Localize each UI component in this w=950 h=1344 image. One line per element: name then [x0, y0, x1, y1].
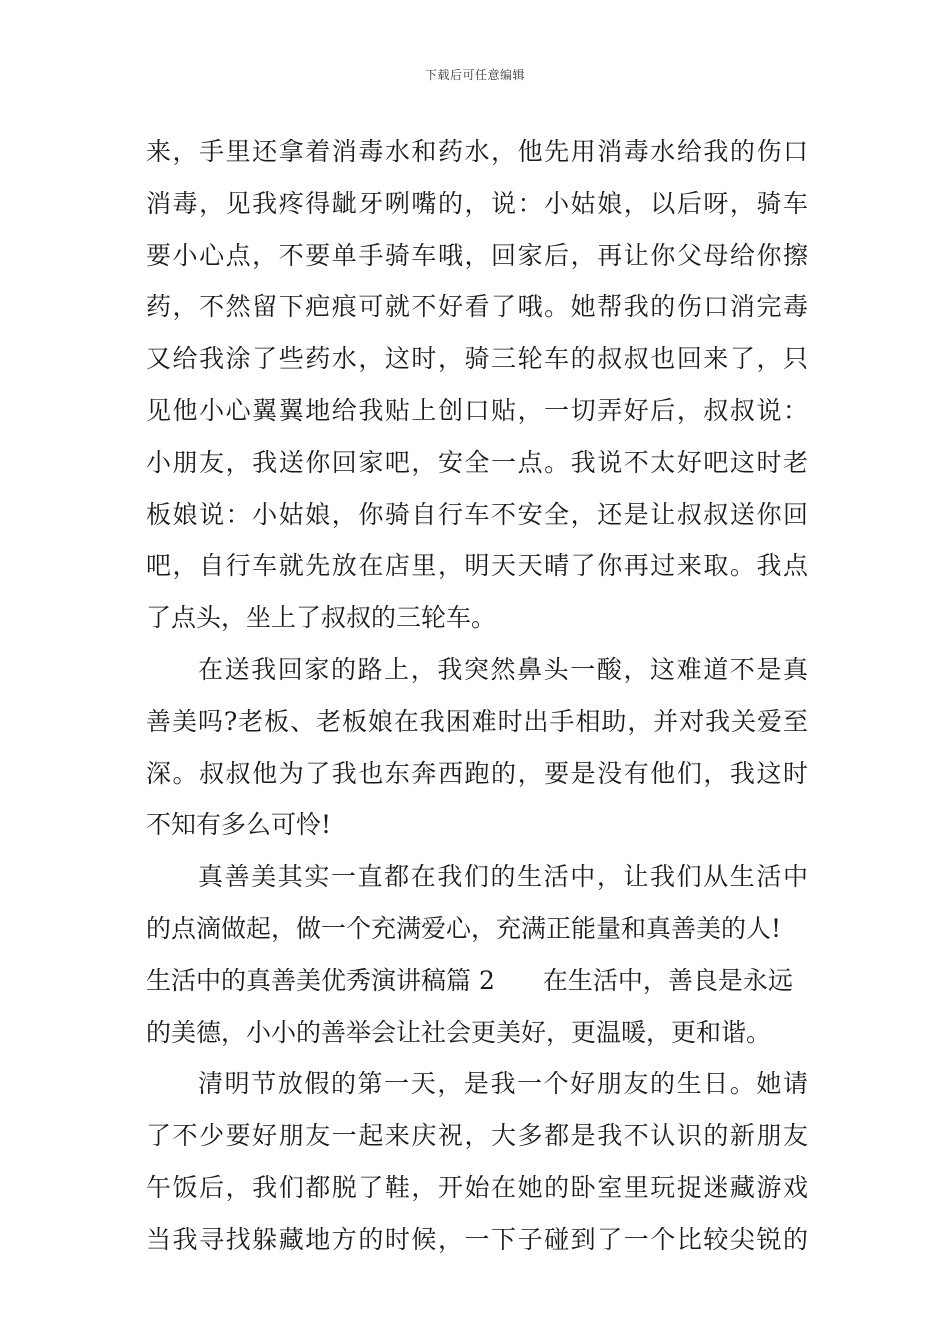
text-line: 午饭后，我们都脱了鞋，开始在她的卧室里玩捉迷藏游戏: [146, 1172, 808, 1202]
text-line: 当我寻找躲藏地方的时候，一下子碰到了一个比较尖锐的: [146, 1224, 808, 1254]
text-line: 板娘说：小姑娘，你骑自行车不安全，还是让叔叔送你回: [146, 499, 808, 529]
text-line: 的点滴做起，做一个充满爱心，充满正能量和真善美的人!: [146, 913, 782, 943]
text-line: 要小心点，不要单手骑车哦，回家后，再让你父母给你擦: [146, 240, 808, 270]
text-line: 了不少要好朋友一起来庆祝，大多都是我不认识的新朋友: [146, 1121, 808, 1151]
page-header: 下载后可任意编辑: [424, 68, 525, 82]
text-line: 了点头，坐上了叔叔的三轮车。: [146, 603, 497, 633]
document-body: [146, 126, 808, 1266]
text-line: 的美德，小小的善举会让社会更美好，更温暖，更和谐。: [146, 1017, 772, 1047]
section-title: 生活中的真善美优秀演讲稿篇 2: [146, 965, 495, 995]
text-line: 吧，自行车就先放在店里，明天天晴了你再过来取。我点: [146, 551, 808, 581]
text-line: 消毒，见我疼得龇牙咧嘴的，说：小姑娘，以后呀，骑车: [146, 188, 808, 218]
text-line: 清明节放假的第一天，是我一个好朋友的生日。她请: [198, 1069, 808, 1099]
text-line: 不知有多么可怜!: [146, 810, 332, 840]
text-line: 来，手里还拿着消毒水和药水，他先用消毒水给我的伤口: [146, 137, 808, 166]
section-first-text: 在生活中，善良是永远: [542, 965, 793, 995]
text-line: 又给我涂了些药水，这时，骑三轮车的叔叔也回来了，只: [146, 344, 808, 374]
text-line: 小朋友，我送你回家吧，安全一点。我说不太好吧这时老: [146, 447, 808, 477]
section-title-line: [146, 955, 808, 1007]
text-line: 在送我回家的路上，我突然鼻头一酸，这难道不是真: [198, 654, 808, 684]
text-line: 善美吗?老板、老板娘在我困难时出手相助，并对我关爱至: [146, 706, 808, 736]
text-line: 见他小心翼翼地给我贴上创口贴，一切弄好后，叔叔说：: [146, 395, 808, 425]
text-line: 深。叔叔他为了我也东奔西跑的，要是没有他们，我这时: [146, 758, 808, 788]
text-line: 真善美其实一直都在我们的生活中，让我们从生活中: [198, 862, 808, 892]
text-line: 药，不然留下疤痕可就不好看了哦。她帮我的伤口消完毒: [146, 292, 808, 322]
